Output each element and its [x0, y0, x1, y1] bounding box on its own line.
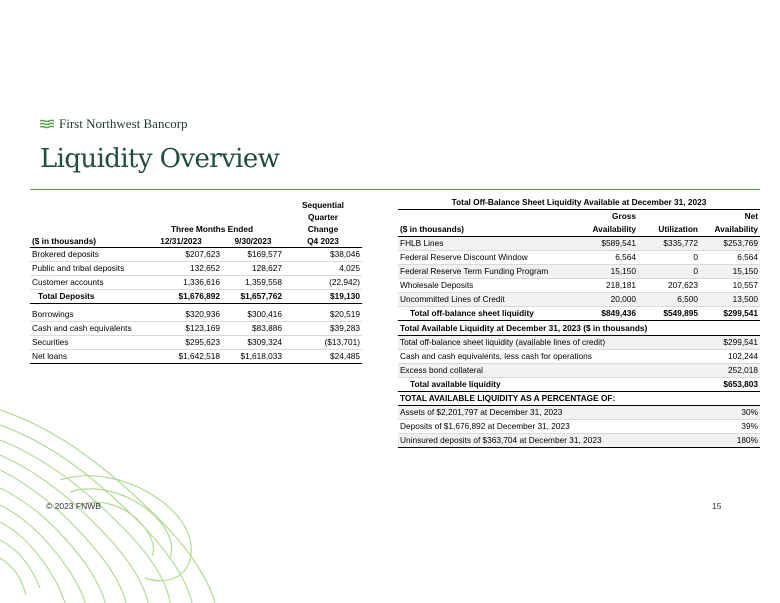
cell-value: 0 [638, 265, 700, 279]
section-header: TOTAL AVAILABLE LIQUIDITY AS A PERCENTAGE OF: [398, 392, 760, 406]
cell-value: 6,564 [700, 251, 760, 265]
row-label: Cash and cash equivalents, less cash for operations [398, 350, 698, 364]
cell-value: ($13,701) [284, 336, 362, 350]
table-row [30, 336, 362, 350]
header-cell: Sequential [302, 200, 344, 210]
row-label: FHLB Lines [398, 237, 574, 251]
table-row [398, 364, 760, 378]
cell-value: $589,541 [574, 237, 638, 251]
header-cell: Q4 2023 [284, 235, 362, 248]
cell-value: 20,000 [574, 293, 638, 307]
cell-value: 1,336,616 [140, 276, 222, 290]
cell-value: (22,942) [284, 276, 362, 290]
header-cell: ($ in thousands) [398, 223, 574, 237]
header-cell: 12/31/2023 [140, 235, 222, 248]
table-title-row [398, 196, 760, 210]
cell-value: $320,936 [140, 308, 222, 322]
table-row [30, 262, 362, 276]
page-title: Liquidity Overview [40, 144, 280, 174]
cell-value: $169,577 [222, 248, 284, 262]
cell-value: $849,436 [574, 307, 638, 321]
table-title-row [398, 322, 760, 336]
cell-value: $299,541 [700, 307, 760, 321]
table-row [398, 251, 760, 265]
header-cell: 9/30/2023 [222, 235, 284, 248]
cell-value: 4,025 [284, 262, 362, 276]
row-label: Total available liquidity [398, 378, 698, 392]
row-label: Wholesale Deposits [398, 279, 574, 293]
table-row [398, 279, 760, 293]
total-row [30, 290, 362, 304]
cell-value: $309,324 [222, 336, 284, 350]
cell-value: $1,642,518 [140, 350, 222, 364]
table-header-row [30, 211, 362, 223]
table-header-row [30, 223, 362, 235]
row-label: Cash and cash equivalents [30, 322, 140, 336]
cell-value: $335,772 [638, 237, 700, 251]
row-label: Brokered deposits [30, 248, 140, 262]
row-label: Total off-balance sheet liquidity [398, 307, 574, 321]
cell-value: $83,886 [222, 322, 284, 336]
cell-value: 15,150 [574, 265, 638, 279]
table-header-row [30, 199, 362, 211]
cell-value: 218,181 [574, 279, 638, 293]
cell-value: 132,652 [140, 262, 222, 276]
cell-value: 128,627 [222, 262, 284, 276]
cell-value: 180% [698, 434, 760, 448]
row-label: Total Deposits [30, 290, 140, 304]
header-cell: Change [307, 224, 339, 234]
total-row [398, 378, 760, 392]
table-row [30, 322, 362, 336]
cell-value: $1,618,033 [222, 350, 284, 364]
row-label: Total off-balance sheet liquidity (available lines of credit) [398, 336, 698, 350]
row-label: Deposits of $1,676,892 at December 31, 2023 [398, 420, 698, 434]
company-name: First Northwest Bancorp [59, 116, 188, 131]
table-title: Total Off-Balance Sheet Liquidity Available at December 31, 2023 [398, 196, 760, 210]
row-label: Federal Reserve Term Funding Program [398, 265, 574, 279]
row-label: Net loans [30, 350, 140, 364]
table-header-row [398, 210, 760, 224]
cell-value: $299,541 [698, 336, 760, 350]
total-liquidity-table [398, 322, 760, 448]
table-row [398, 350, 760, 364]
cell-value: $24,485 [284, 350, 362, 364]
table-row [398, 406, 760, 420]
table-row [30, 276, 362, 290]
table-row [398, 336, 760, 350]
row-label: Securities [30, 336, 140, 350]
deposits-table [30, 199, 362, 364]
header-cell: ($ in thousands) [30, 235, 140, 248]
cell-value: 6,500 [638, 293, 700, 307]
section-header-row [398, 392, 760, 406]
row-label: Federal Reserve Discount Window [398, 251, 574, 265]
cell-value: $653,803 [698, 378, 760, 392]
page-number: 15 [712, 501, 722, 511]
company-logo [40, 116, 188, 132]
header-cell: Utilization [638, 223, 700, 237]
header-cell: Availability [700, 223, 760, 237]
cell-value: $39,283 [284, 322, 362, 336]
cell-value: 102,244 [698, 350, 760, 364]
cell-value: $295,623 [140, 336, 222, 350]
cell-value: $1,657,762 [222, 290, 284, 304]
table-row [30, 308, 362, 322]
row-label: Excess bond collateral [398, 364, 698, 378]
header-cell: Gross [612, 211, 636, 221]
header-cell: Three Months Ended [170, 224, 254, 234]
total-row [398, 307, 760, 321]
copyright: © 2023 FNWB [46, 501, 101, 511]
row-label: Public and tribal deposits [30, 262, 140, 276]
row-label: Borrowings [30, 308, 140, 322]
title-divider [30, 189, 760, 190]
header-cell: Quarter [308, 212, 338, 222]
wave-logo-icon [40, 119, 54, 129]
cell-value: $20,519 [284, 308, 362, 322]
row-label: Assets of $2,201,797 at December 31, 2023 [398, 406, 698, 420]
cell-value: 1,359,558 [222, 276, 284, 290]
cell-value: 15,150 [700, 265, 760, 279]
table-title: Total Available Liquidity at December 31, 2023 ($ in thousands) [398, 322, 760, 336]
row-label: Uncommitted Lines of Credit [398, 293, 574, 307]
table-row [398, 293, 760, 307]
cell-value: $19,130 [284, 290, 362, 304]
cell-value: $549,895 [638, 307, 700, 321]
header-cell: Availability [574, 223, 638, 237]
off-balance-liquidity-table [398, 196, 760, 321]
table-row [30, 248, 362, 262]
cell-value: 6,564 [574, 251, 638, 265]
row-label: Customer accounts [30, 276, 140, 290]
table-row [398, 420, 760, 434]
cell-value: $1,676,892 [140, 290, 222, 304]
table-row [30, 350, 362, 364]
row-label: Uninsured deposits of $363,704 at December 31, 2023 [398, 434, 698, 448]
cell-value: $207,623 [140, 248, 222, 262]
table-row [398, 265, 760, 279]
cell-value: $38,046 [284, 248, 362, 262]
cell-value: 30% [698, 406, 760, 420]
cell-value: 13,500 [700, 293, 760, 307]
table-row [398, 237, 760, 251]
cell-value: 10,557 [700, 279, 760, 293]
header-cell: Net [744, 211, 758, 221]
cell-value: $123,169 [140, 322, 222, 336]
cell-value: 207,623 [638, 279, 700, 293]
table-header-row [30, 235, 362, 248]
cell-value: 252,018 [698, 364, 760, 378]
table-header-row [398, 223, 760, 237]
cell-value: $253,769 [700, 237, 760, 251]
cell-value: $300,416 [222, 308, 284, 322]
table-row [398, 434, 760, 448]
cell-value: 39% [698, 420, 760, 434]
cell-value: 0 [638, 251, 700, 265]
